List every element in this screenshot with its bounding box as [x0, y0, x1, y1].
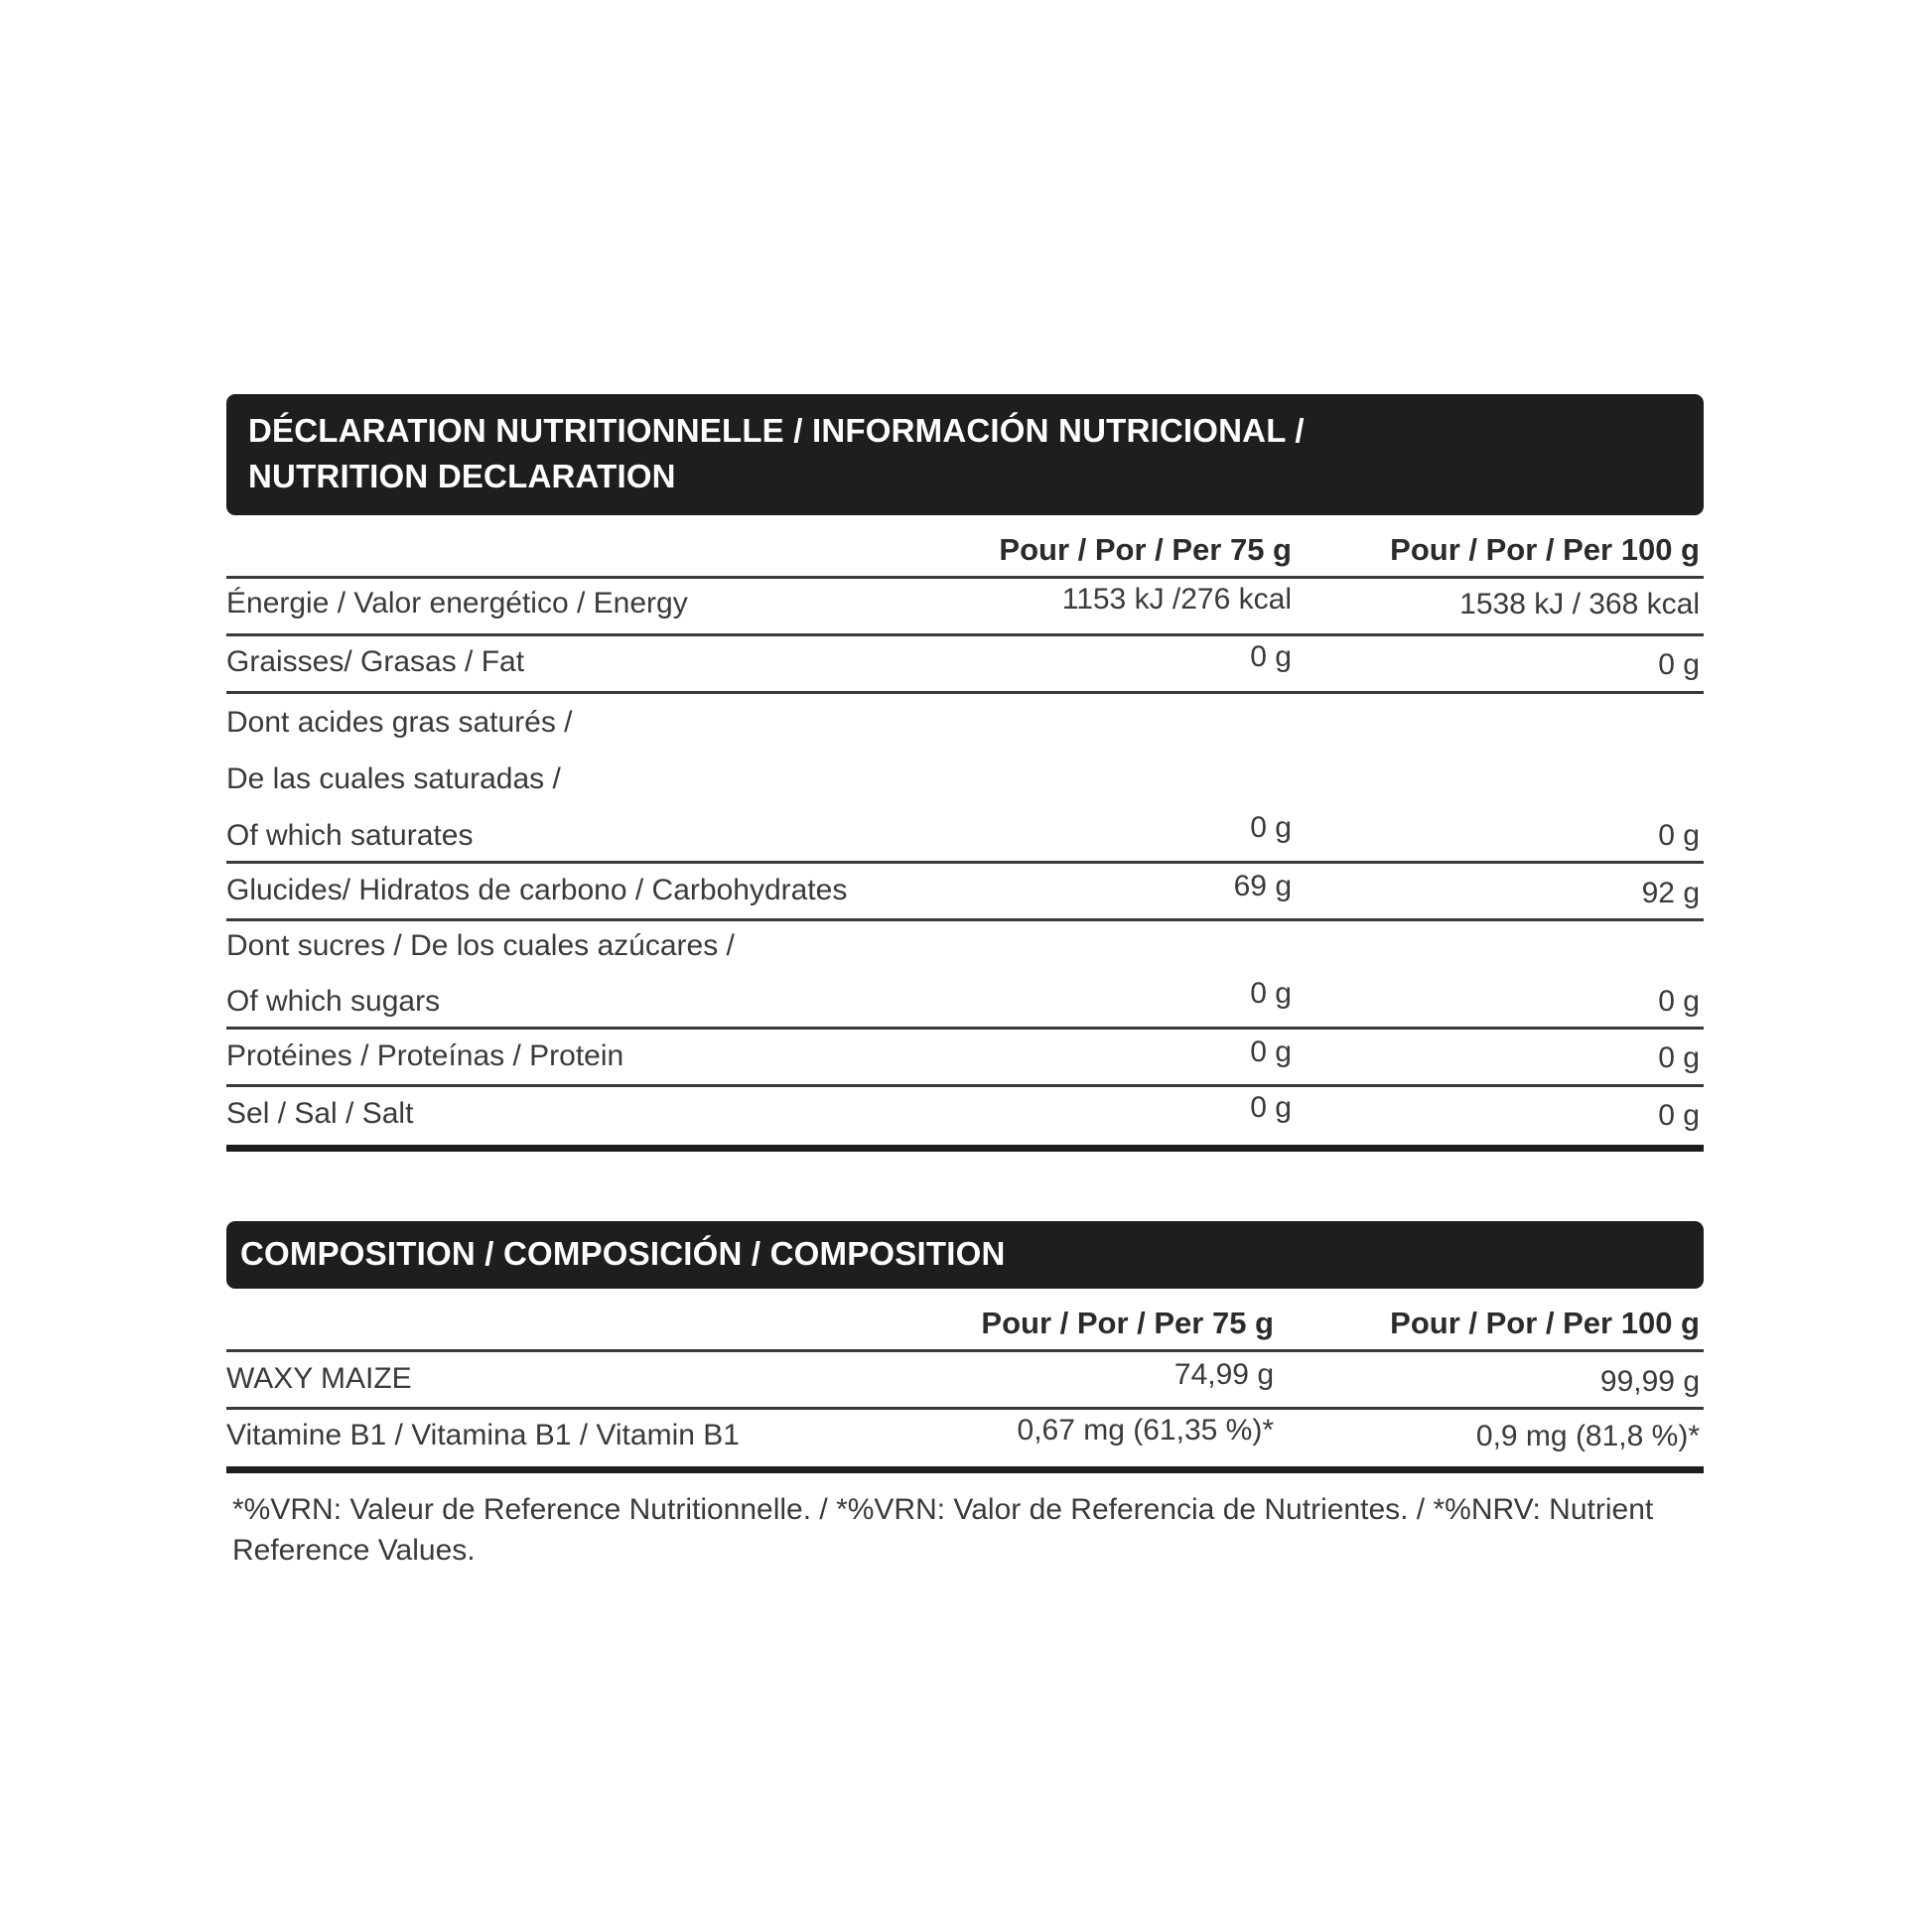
ingredient-label: Vitamine B1 / Vitamina B1 / Vitamin B1 — [226, 1419, 740, 1451]
value-per-100g: 92 g — [1641, 877, 1700, 909]
table-bottom-rule — [226, 1466, 1704, 1473]
nutrition-title-line-2: NUTRITION DECLARATION — [248, 458, 676, 494]
nutrition-col-per-75g-header: Pour / Por / Per 75 g — [999, 532, 1292, 567]
nutrition-title-banner — [226, 394, 1704, 515]
nutrition-table — [226, 515, 1704, 1152]
nutrient-label-line: De las cuales saturadas / — [226, 762, 561, 795]
nutrient-row-saturates — [226, 694, 1704, 861]
value-per-100g: 0 g — [1658, 1099, 1700, 1132]
nutrient-row-fat — [226, 636, 1704, 691]
nutrient-row-carbohydrates — [226, 864, 1704, 918]
value-per-75g: 0,67 mg (61,35 %)* — [1017, 1414, 1274, 1447]
ingredient-row-waxy-maize — [226, 1352, 1704, 1407]
value-per-100g: 0 g — [1658, 1041, 1700, 1074]
composition-title: COMPOSITION / COMPOSICIÓN / COMPOSITION — [240, 1235, 1006, 1272]
value-per-100g: 0 g — [1658, 648, 1700, 681]
value-per-75g: 0 g — [1250, 1035, 1292, 1068]
nutrient-label: Énergie / Valor energético / Energy — [226, 587, 688, 620]
value-per-75g: 0 g — [1250, 977, 1292, 1010]
nutrient-label: Glucides/ Hidratos de carbono / Carbohydrates — [226, 874, 848, 906]
composition-title-banner — [226, 1221, 1704, 1289]
value-per-100g: 1538 kJ / 368 kcal — [1459, 588, 1700, 621]
nutrient-row-protein — [226, 1030, 1704, 1084]
value-per-75g: 1153 kJ /276 kcal — [1061, 583, 1292, 616]
value-per-75g: 0 g — [1250, 1091, 1292, 1124]
footnote: *%VRN: Valeur de Reference Nutritionnelle. / *%VRN: Valor de Referencia de Nutrientes. / *%NRV: Nutrient Reference Values. — [232, 1493, 1654, 1567]
nutrient-label-line: Dont acides gras saturés / — [226, 706, 573, 739]
value-per-100g: 0 g — [1658, 819, 1700, 852]
value-per-75g: 0 g — [1250, 811, 1292, 844]
ingredient-row-vitamin-b1 — [226, 1410, 1704, 1466]
value-per-75g: 74,99 g — [1173, 1358, 1274, 1391]
composition-col-per-100g-header: Pour / Por / Per 100 g — [1390, 1306, 1700, 1340]
nutrition-header-row — [226, 515, 1704, 576]
value-per-100g: 0 g — [1658, 985, 1700, 1018]
nutrient-label-line: Dont sucres / De los cuales azúcares / — [226, 929, 735, 962]
composition-col-per-75g-header: Pour / Por / Per 75 g — [981, 1306, 1274, 1340]
nutrient-label: Graisses/ Grasas / Fat — [226, 645, 525, 678]
nutrient-row-sugars — [226, 921, 1704, 1027]
nutrition-declaration-section — [226, 394, 1704, 1152]
composition-header-row — [226, 1289, 1704, 1349]
ingredient-label: WAXY MAIZE — [226, 1362, 412, 1395]
nutrition-title-line-1: DÉCLARATION NUTRITIONNELLE / INFORMACIÓN NUTRICIONAL / — [248, 412, 1305, 449]
nutrient-label: Protéines / Proteínas / Protein — [226, 1039, 624, 1072]
nutrition-col-per-100g-header: Pour / Por / Per 100 g — [1390, 532, 1700, 567]
table-bottom-rule — [226, 1145, 1704, 1152]
value-per-100g: 99,99 g — [1599, 1365, 1700, 1398]
value-per-100g: 0,9 mg (81,8 %)* — [1475, 1420, 1700, 1452]
composition-table — [226, 1289, 1704, 1473]
value-per-75g: 0 g — [1250, 640, 1292, 673]
nutrient-row-salt — [226, 1087, 1704, 1145]
composition-section — [226, 1221, 1704, 1473]
nutrient-label-line: Of which saturates — [226, 819, 474, 852]
nutrient-row-energy — [226, 579, 1704, 633]
value-per-75g: 69 g — [1233, 870, 1292, 902]
nutrient-label: Sel / Sal / Salt — [226, 1097, 414, 1130]
nutrient-label-line: Of which sugars — [226, 985, 441, 1018]
